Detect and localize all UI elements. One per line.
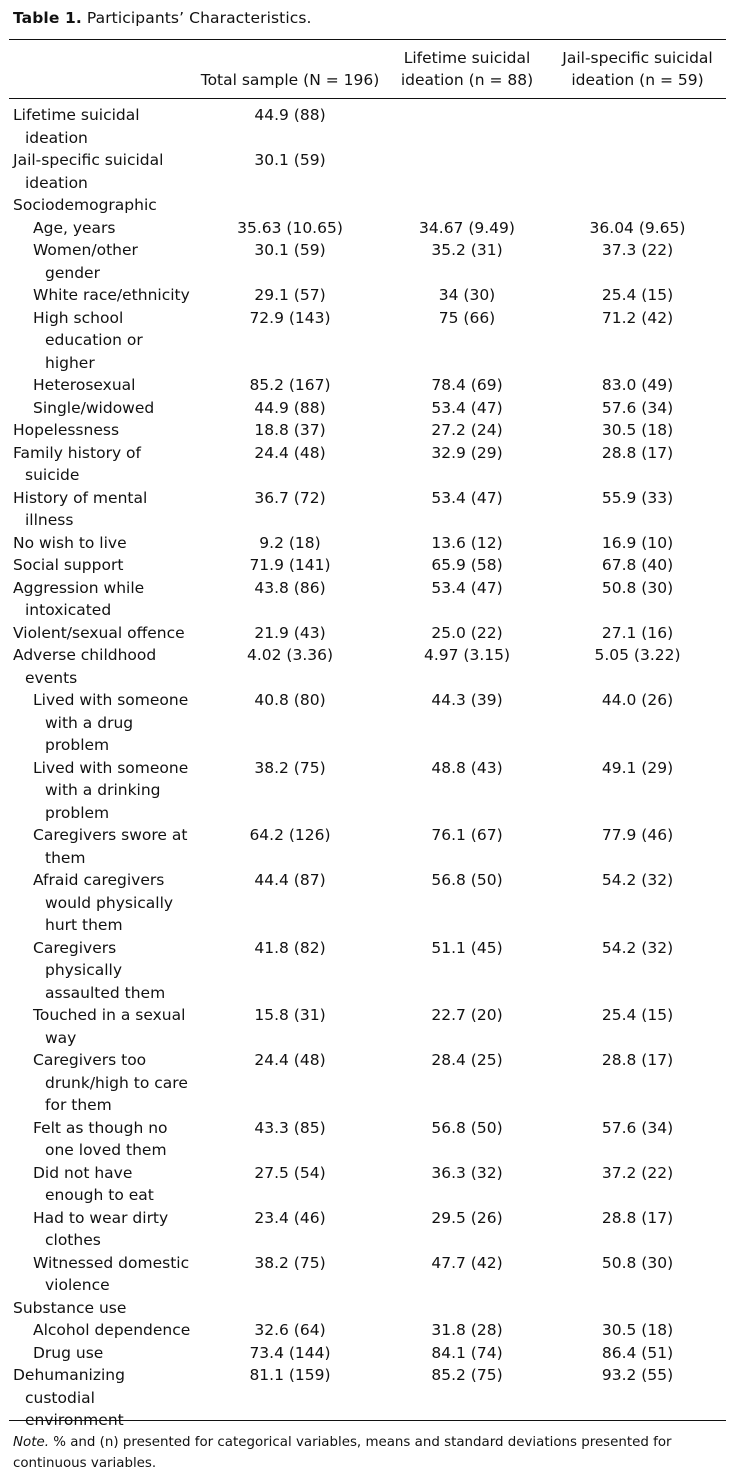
value-cell: 65.9 (58) [431,556,503,574]
header-total-sample: Total sample (N = 196) [200,71,380,89]
row-label: Felt as though no one loved them [33,1118,168,1159]
value-cell: 56.8 (50) [431,1118,503,1137]
value-cell [549,149,726,194]
header-jail-ideation: Jail-specific suicidal ideation (n = 59) [562,49,713,89]
table-row [9,419,726,442]
row-label: Caregivers too drunk/high to care for them [33,1051,188,1114]
value-cell [195,1297,385,1320]
value-cell: 44.4 (87) [254,871,326,889]
row-label: Violent/sexual offence [13,623,185,642]
row-label: Dehumanizing custodial environment [13,1366,125,1429]
table-row [9,1297,726,1320]
value-cell: 53.4 (47) [431,488,503,507]
value-cell: 54.2 (32) [601,871,674,889]
row-label: Aggression while intoxicated [13,578,145,619]
value-cell: 30.1 (59) [254,241,326,259]
row-label-cell [9,104,195,149]
value-cell: 25.4 (15) [601,286,674,304]
value-cell: 43.8 (86) [254,578,326,597]
table-row [9,1207,726,1252]
row-label-cell [9,532,195,555]
row-label-cell [9,397,195,420]
value-cell: 51.1 (45) [431,938,503,957]
row-label: Caregivers swore at them [33,826,188,867]
value-cell: 28.8 (17) [601,1208,674,1227]
row-label-cell [9,307,195,375]
value-cell: 37.2 (22) [601,1163,674,1182]
value-cell [549,104,726,149]
value-cell: 36.04 (9.65) [589,218,686,237]
table-caption [13,9,312,27]
header-lifetime-ideation: Lifetime suicidal ideation (n = 88) [400,49,534,89]
value-cell: 44.9 (88) [254,106,326,124]
bottom-rule [9,1420,726,1421]
value-cell: 23.4 (46) [254,1208,326,1227]
table-row [9,554,726,577]
table-row [9,1004,726,1049]
value-cell: 4.97 (3.15) [423,646,511,664]
value-cell: 4.02 (3.36) [246,646,334,664]
row-label-cell [9,937,195,1005]
value-cell [549,194,726,217]
value-cell: 86.4 (51) [601,1343,674,1362]
value-cell: 50.8 (30) [601,1253,674,1272]
value-cell: 24.4 (48) [254,443,326,462]
row-label: Witnessed domestic violence [33,1253,190,1294]
value-cell [195,194,385,217]
note-text: % and (n) presented for categorical variables, means and standard deviations presented for continuous variables. [13,1435,672,1471]
row-label-cell [9,239,195,284]
row-label: Caregivers physically assaulted them [33,938,166,1002]
value-cell: 56.8 (50) [431,871,503,889]
value-cell: 28.4 (25) [431,1051,503,1069]
value-cell: 81.1 (159) [249,1366,331,1384]
value-cell [385,194,549,217]
header-rule [9,98,726,99]
row-label-cell [9,577,195,622]
row-label-cell [9,869,195,937]
row-label-cell [9,149,195,194]
table-row [9,307,726,375]
table-row [9,442,726,487]
row-label: Substance use [13,1298,127,1317]
value-cell: 29.1 (57) [254,286,326,304]
row-label-cell [9,1364,195,1432]
table-row [9,1117,726,1162]
value-cell: 84.1 (74) [431,1343,503,1362]
value-cell: 57.6 (34) [601,1118,674,1137]
value-cell: 83.0 (49) [601,376,674,394]
row-label-cell [9,1252,195,1297]
table-row [9,622,726,645]
row-label-cell [9,622,195,645]
value-cell: 27.2 (24) [431,421,503,439]
value-cell: 55.9 (33) [601,488,674,507]
row-label-cell [9,1049,195,1117]
value-cell: 24.4 (48) [254,1051,326,1069]
table-row [9,374,726,397]
row-label-cell [9,1319,195,1342]
row-label: Family history of suicide [13,443,141,484]
table-row [9,937,726,1005]
table-row [9,757,726,825]
value-cell: 34 (30) [438,286,496,304]
table-row [9,1049,726,1117]
value-cell: 41.8 (82) [254,938,326,957]
value-cell: 36.7 (72) [254,488,326,507]
value-cell: 85.2 (75) [431,1366,503,1384]
value-cell: 25.0 (22) [431,623,503,642]
value-cell: 27.1 (16) [601,623,674,642]
row-label-cell [9,1004,195,1049]
table-row [9,1342,726,1365]
row-label: White race/ethnicity [33,286,190,304]
table-row [9,149,726,194]
value-cell: 43.3 (85) [254,1118,326,1137]
value-cell: 47.7 (42) [431,1253,503,1272]
value-cell: 53.4 (47) [431,398,503,417]
value-cell: 93.2 (55) [601,1366,674,1384]
row-label: No wish to live [13,533,127,552]
row-label-cell [9,689,195,757]
row-label-cell [9,1207,195,1252]
table-row [9,1162,726,1207]
value-cell: 35.63 (10.65) [237,218,343,237]
table-row [9,487,726,532]
row-label: Hopelessness [13,421,120,439]
value-cell: 30.1 (59) [254,151,326,169]
value-cell: 37.3 (22) [601,241,674,259]
value-cell: 32.6 (64) [254,1321,326,1339]
value-cell [549,1297,726,1320]
value-cell: 77.9 (46) [601,826,674,844]
row-label: Heterosexual [33,376,136,394]
row-label-cell [9,217,195,240]
value-cell: 34.67 (9.49) [419,218,515,237]
value-cell: 30.5 (18) [601,421,674,439]
row-label-cell [9,644,195,689]
value-cell: 31.8 (28) [431,1321,503,1339]
value-cell: 29.5 (26) [431,1208,503,1227]
value-cell: 15.8 (31) [254,1006,326,1024]
row-label-cell [9,1162,195,1207]
row-label: Afraid caregivers would physically hurt them [33,871,174,934]
value-cell: 67.8 (40) [601,556,674,574]
value-cell: 71.2 (42) [601,308,674,327]
value-cell: 44.0 (26) [601,691,674,709]
row-label: History of mental illness [13,488,148,529]
value-cell: 32.9 (29) [431,443,503,462]
top-rule [9,39,726,40]
note-label: Note. [13,1435,49,1450]
row-label: Social support [13,556,124,574]
value-cell [385,104,549,149]
table-row [9,644,726,689]
value-cell: 85.2 (167) [249,376,331,394]
characteristics-table [9,104,726,1432]
value-cell: 78.4 (69) [431,376,503,394]
value-cell: 40.8 (80) [254,691,326,709]
row-label-cell [9,374,195,397]
value-cell: 73.4 (144) [249,1343,331,1362]
value-cell: 76.1 (67) [431,826,503,844]
row-label: Touched in a sexual way [33,1006,186,1047]
row-label: Sociodemographic [13,196,157,214]
row-label-cell [9,284,195,307]
row-label-cell [9,194,195,217]
row-label: High school education or higher [33,308,143,372]
row-label: Did not have enough to eat [33,1163,154,1204]
value-cell [385,1297,549,1320]
value-cell: 27.5 (54) [254,1163,326,1182]
value-cell: 13.6 (12) [431,533,503,552]
value-cell: 18.8 (37) [254,421,326,439]
value-cell: 44.9 (88) [254,398,326,417]
value-cell: 64.2 (126) [249,826,331,844]
row-label: Had to wear dirty clothes [33,1208,169,1249]
table-row [9,239,726,284]
row-label-cell [9,419,195,442]
value-cell: 50.8 (30) [601,578,674,597]
table-row [9,1319,726,1342]
row-label: Alcohol dependence [33,1321,191,1339]
table-row [9,824,726,869]
table-row [9,1252,726,1297]
table-row [9,397,726,420]
value-cell: 57.6 (34) [601,398,674,417]
row-label: Lived with someone with a drinking problem [33,758,189,822]
value-cell: 35.2 (31) [431,241,503,259]
value-cell: 30.5 (18) [601,1321,674,1339]
table-row [9,532,726,555]
value-cell: 44.3 (39) [431,691,503,709]
row-label: Adverse childhood events [13,646,157,687]
value-cell: 21.9 (43) [254,623,326,642]
table-row [9,577,726,622]
row-label-cell [9,1117,195,1162]
row-label: Lived with someone with a drug problem [33,691,189,754]
table-row [9,869,726,937]
table-row [9,1364,726,1432]
row-label: Drug use [33,1343,104,1362]
row-label-cell [9,1297,195,1320]
row-label-cell [9,1342,195,1365]
table-row [9,217,726,240]
value-cell: 53.4 (47) [431,578,503,597]
row-label: Single/widowed [33,398,155,417]
table-row [9,194,726,217]
value-cell: 5.05 (3.22) [594,646,681,664]
value-cell: 25.4 (15) [601,1006,674,1024]
value-cell: 28.8 (17) [601,443,674,462]
row-label: Women/other gender [33,241,138,282]
table-number: Table 1. [13,9,82,27]
table-body [9,104,726,1432]
table-row [9,284,726,307]
value-cell: 22.7 (20) [431,1006,503,1024]
row-label-cell [9,442,195,487]
row-label: Age, years [33,218,116,237]
value-cell: 75 (66) [438,308,496,327]
row-label-cell [9,554,195,577]
value-cell: 38.2 (75) [254,758,326,777]
value-cell: 54.2 (32) [601,938,674,957]
table-row [9,104,726,149]
value-cell: 36.3 (32) [431,1163,503,1182]
value-cell: 28.8 (17) [601,1051,674,1069]
value-cell [385,149,549,194]
row-label-cell [9,824,195,869]
row-label-cell [9,757,195,825]
value-cell: 49.1 (29) [601,758,674,777]
row-label: Jail-specific suicidal ideation [13,151,164,192]
value-cell: 72.9 (143) [249,308,331,327]
value-cell: 71.9 (141) [249,556,331,574]
value-cell: 16.9 (10) [601,533,674,552]
value-cell: 48.8 (43) [431,758,503,777]
row-label-cell [9,487,195,532]
row-label: Lifetime suicidal ideation [13,106,140,147]
table-title: Participants’ Characteristics. [86,9,312,27]
value-cell: 38.2 (75) [254,1253,326,1272]
table-row [9,689,726,757]
value-cell: 9.2 (18) [259,533,321,552]
table-note [13,1432,703,1474]
